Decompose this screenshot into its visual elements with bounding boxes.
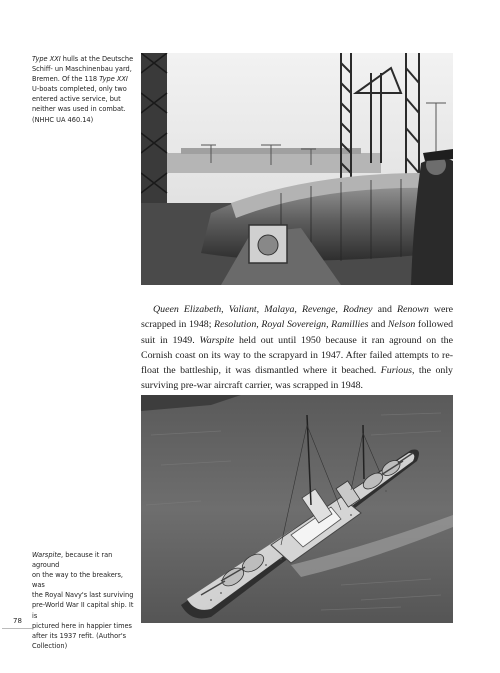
- body-text-run: and: [368, 319, 388, 331]
- caption-text: U-boats completed, only two: [32, 85, 127, 94]
- ship-name: Royal Sovereign: [261, 319, 327, 331]
- ship-name: Valiant: [228, 304, 257, 315]
- caption-text: the Royal Navy's last surviving: [32, 591, 134, 600]
- ship-name: Resolution: [214, 319, 257, 331]
- caption-text: neither was used in combat.: [32, 105, 126, 114]
- body-text-run: , the only surviving pre-war aircraft carrier, was scrapped in 1948.: [141, 365, 453, 392]
- ship-name: Ramillies: [331, 319, 369, 331]
- photo-caption-uboat-hulls: [32, 54, 136, 125]
- body-text-run: ,: [294, 304, 302, 315]
- ship-name: Malaya: [264, 304, 295, 315]
- caption-text: Type XXI: [99, 75, 128, 84]
- caption-text: entered active service, but: [32, 95, 121, 104]
- body-text-run: held out until 1950 because it ran aground on the Cornish coast on its way to the scrapyard in 1947. After failed attempts to re-float the battleship, it was dismantled where it beached.: [141, 334, 453, 377]
- ship-name: Renown: [396, 304, 429, 315]
- caption-text: (NHHC UA 460.14): [32, 115, 94, 124]
- ship-name: Queen Elizabeth: [153, 304, 222, 315]
- caption-text: Warspite: [32, 551, 62, 559]
- caption-text: Schiff- un Maschinenbau yard,: [32, 65, 132, 74]
- caption-text: , because it ran aground: [32, 551, 113, 570]
- caption-text: on the way to the breakers, was: [32, 571, 124, 590]
- ship-name: Furious: [380, 365, 412, 377]
- ship-name: Rodney: [342, 304, 373, 315]
- body-text-run: ,: [256, 319, 262, 331]
- photo-caption-warspite: [32, 550, 136, 651]
- page-number-rule: [2, 628, 32, 629]
- ship-name: Nelson: [387, 319, 416, 331]
- caption-text: Collection): [32, 641, 68, 650]
- body-text-run: were scrapped in 1948;: [141, 304, 454, 331]
- body-paragraph: [141, 302, 453, 394]
- photo-warspite-battleship: [141, 395, 453, 623]
- body-text-run: ,: [326, 319, 332, 331]
- caption-text: Type XXI: [32, 55, 61, 63]
- ship-name: Warspite: [199, 334, 235, 346]
- caption-text: Bremen. Of the 118: [32, 75, 100, 84]
- ship-name: Revenge: [301, 304, 336, 315]
- body-text-run: and: [372, 304, 397, 315]
- caption-text: after its 1937 refit. (Author's: [32, 631, 127, 640]
- caption-text: pictured here in happier times: [32, 621, 132, 630]
- body-text-run: followed suit in 1949.: [141, 319, 454, 346]
- caption-text: pre-World War II capital ship. It is: [32, 601, 134, 620]
- photo-uboat-shipyard: [141, 53, 453, 285]
- body-text-run: ,: [256, 304, 265, 315]
- body-text-run: ,: [335, 304, 343, 315]
- page-number: 78: [13, 617, 22, 625]
- caption-text: hulls at the Deutsche: [60, 55, 134, 63]
- body-text-run: ,: [221, 304, 229, 315]
